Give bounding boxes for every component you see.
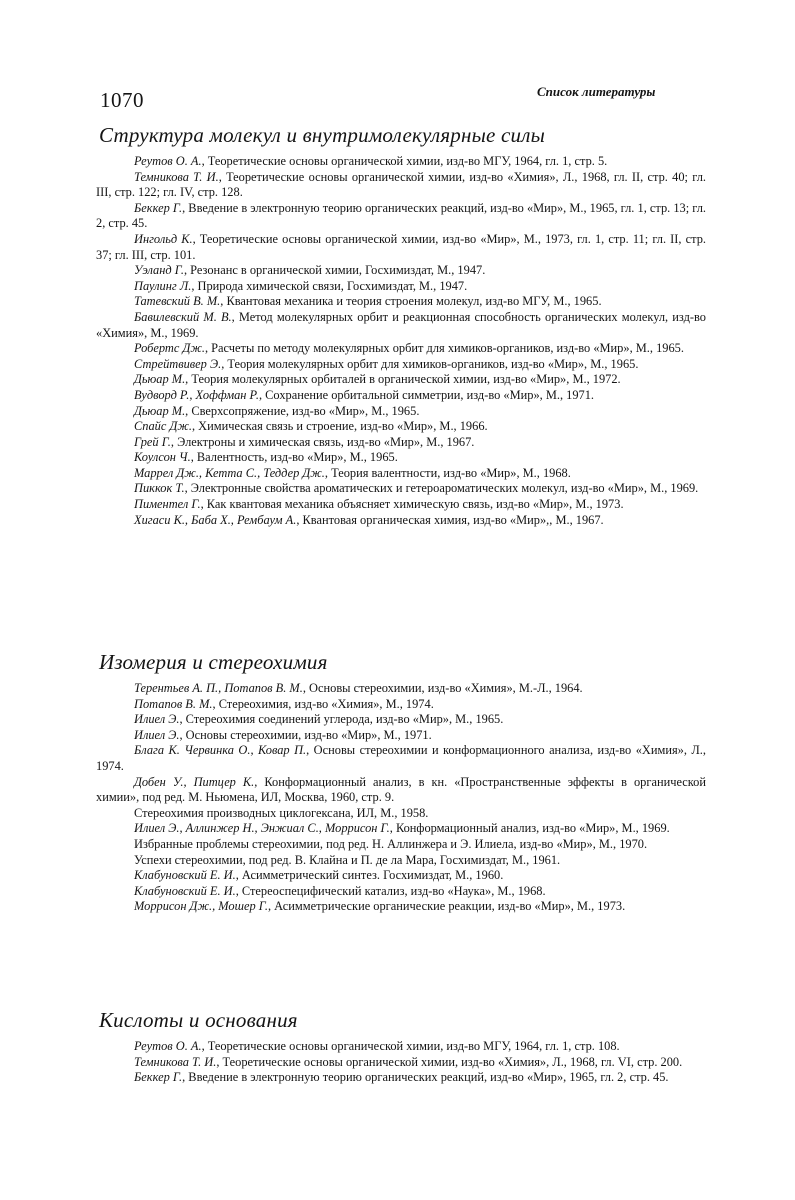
reference-text: , Сверхсопряжение, изд-во «Мир», М., 1965.: [185, 403, 420, 418]
reference-entry: [96, 170, 706, 201]
reference-entry: [96, 201, 706, 232]
section-structure: [96, 123, 706, 528]
reference-entry: [96, 681, 706, 697]
reference-text: , Теоретические основы органической химии, изд-во МГУ, 1964, гл. 1, стр. 5.: [201, 154, 608, 168]
reference-authors: Маррел Дж., Кетта С., Теддер Дж.: [134, 465, 325, 480]
reference-authors: Коулсон Ч.: [134, 450, 191, 465]
reference-entry: [96, 1039, 706, 1055]
reference-entry: [96, 728, 706, 744]
reference-text: , Основы стереохимии и конформационного анализа, изд-во «Химия», Л., 1974.: [96, 743, 706, 773]
reference-entry: [96, 388, 706, 404]
reference-list: [96, 154, 706, 528]
section-title: Структура молекул и внутримолекулярные силы: [99, 123, 546, 147]
reference-entry: [96, 435, 706, 451]
section-isomerism: [96, 650, 706, 915]
section-title: Изомерия и стереохимия: [99, 650, 328, 674]
reference-authors: Дьюар М.: [134, 372, 186, 387]
reference-entry: [96, 310, 706, 341]
section-title: Кислоты и основания: [99, 1008, 298, 1032]
reference-text: , Теоретические основы органической химии, изд-во «Мир», М., 1973, гл. 1, стр. 11; гл. II, стр. 37; гл. III, стр. 101.: [96, 231, 706, 262]
reference-entry: [96, 712, 706, 728]
reference-authors: Ингольд К.: [134, 231, 193, 246]
reference-text: , Введение в электронную теорию органических реакций, изд-во «Мир», М., 1965, гл. 1, стр. 13; гл. 2, стр. 45.: [96, 200, 707, 231]
reference-entry: [96, 1055, 706, 1071]
reference-entry: [96, 806, 706, 822]
reference-entry: [96, 868, 706, 884]
reference-text: , Природа химической связи, Госхимиздат, М., 1947.: [191, 278, 468, 293]
section-acids-bases: [96, 1008, 706, 1086]
reference-authors: Реутов О. А.: [134, 1039, 202, 1053]
reference-text: , Химическая связь и строение, изд-во «Мир», М., 1966.: [191, 419, 488, 434]
reference-authors: Вудворд Р., Хоффман Р.: [134, 387, 259, 402]
reference-text: , Конформационный анализ, в кн. «Пространственные эффекты в органической химии», под ред. М. Ньюмена, ИЛ, Москва, 1960, стр. 9.: [96, 774, 706, 805]
reference-entry: [96, 837, 706, 853]
reference-entry: [96, 1070, 706, 1086]
reference-entry: [96, 341, 706, 357]
reference-text: , Теория молекулярных орбиталей в органической химии, изд-во «Мир», М., 1972.: [185, 372, 621, 387]
reference-text: , Теоретические основы органической химии, изд-во «Химия», Л., 1968, гл. VI, стр. 200.: [216, 1054, 683, 1069]
reference-text: , Сохранение орбитальной симметрии, изд-во «Мир», М., 1971.: [258, 387, 595, 402]
reference-text: , Как квантовая механика объясняет химическую связь, изд-во «Мир», М., 1973.: [200, 497, 624, 512]
reference-entry: [96, 154, 706, 170]
reference-authors: Робертс Дж.: [134, 341, 205, 356]
reference-text: , Электронные свойства ароматических и гетероароматических молекул, изд-во «Мир», М., 1969.: [184, 481, 699, 496]
reference-text: , Стереохимия соединений углерода, изд-во «Мир», М., 1965.: [179, 712, 504, 727]
reference-authors: Блага К. Червинка О., Ковар П.: [134, 743, 307, 758]
reference-authors: Илиел Э.: [134, 727, 180, 742]
reference-text: , Основы стереохимии, изд-во «Мир», М., 1971.: [179, 727, 432, 742]
reference-entry: [96, 357, 706, 373]
reference-authors: Бавилевский М. В.: [134, 309, 232, 324]
reference-authors: Илиел Э.: [134, 712, 180, 727]
reference-entry: [96, 821, 706, 837]
reference-text: , Введение в электронную теорию органических реакций, изд-во «Мир», 1965, гл. 2, стр. 45.: [182, 1070, 669, 1085]
reference-text: Успехи стереохимии, под ред. В. Клайна и П. де ла Мара, Госхимиздат, М., 1961.: [134, 852, 561, 867]
reference-text: , Асимметрические органические реакции, изд-во «Мир», М., 1973.: [267, 899, 626, 914]
reference-entry: [96, 899, 706, 915]
reference-text: , Расчеты по методу молекулярных орбит для химиков-органиков, изд-во «Мир», М., 1965.: [204, 341, 684, 356]
reference-text: , Электроны и химическая связь, изд-во «Мир», М., 1967.: [170, 434, 475, 449]
reference-entry: [96, 294, 706, 310]
reference-authors: Хигаси К., Баба Х., Рембаум А.: [134, 512, 297, 527]
reference-authors: Потапов В. М.: [134, 696, 213, 711]
reference-authors: Беккер Г.: [134, 1070, 183, 1085]
reference-authors: Клабуновский Е. И.: [134, 883, 236, 898]
reference-text: , Теоретические основы органической химии, изд-во МГУ, 1964, гл. 1, стр. 108.: [201, 1039, 620, 1053]
reference-text: Избранные проблемы стереохимии, под ред. Н. Аллинжера и Э. Илиела, изд-во «Мир», М., 1970.: [134, 836, 648, 851]
reference-authors: Илиел Э., Аллинжер Н., Энжиал С., Моррисон Г.: [134, 821, 390, 836]
reference-entry: [96, 775, 706, 806]
reference-entry: [96, 697, 706, 713]
reference-authors: Пиментел Г.: [134, 497, 201, 512]
reference-list: [96, 681, 706, 915]
reference-text: , Квантовая органическая химия, изд-во «Мир»,, М., 1967.: [296, 512, 604, 527]
reference-entry: [96, 232, 706, 263]
reference-authors: Темникова Т. И.: [134, 1054, 217, 1069]
reference-list: [96, 1039, 706, 1086]
reference-entry: [96, 279, 706, 295]
reference-text: , Валентность, изд-во «Мир», М., 1965.: [190, 450, 398, 465]
reference-entry: [96, 404, 706, 420]
reference-text: , Асимметрический синтез. Госхимиздат, М., 1960.: [235, 868, 504, 883]
reference-entry: [96, 372, 706, 388]
reference-text: , Метод молекулярных орбит и реакционная способность органических молекул, изд-во «Химия», М., 1969.: [96, 309, 706, 340]
reference-authors: Клабуновский Е. И.: [134, 868, 236, 883]
reference-text: , Теория молекулярных орбит для химиков-органиков, изд-во «Мир», М., 1965.: [221, 356, 639, 371]
reference-authors: Беккер Г.: [134, 200, 183, 215]
reference-entry: [96, 481, 706, 497]
page-number: 1070: [100, 88, 144, 112]
reference-text: Стереохимия производных циклогексана, ИЛ, М., 1958.: [134, 805, 429, 820]
reference-entry: [96, 419, 706, 435]
reference-authors: Темникова Т. И.: [134, 169, 219, 184]
reference-authors: Паулинг Л.: [134, 278, 192, 293]
reference-entry: [96, 853, 706, 869]
reference-entry: [96, 263, 706, 279]
reference-authors: Дьюар М.: [134, 403, 186, 418]
reference-authors: Татевский В. М.: [134, 294, 221, 309]
running-title: Список литературы: [537, 84, 656, 99]
reference-text: , Резонанс в органической химии, Госхимиздат, М., 1947.: [183, 263, 486, 278]
reference-authors: Пиккок Т.: [134, 481, 185, 496]
reference-text: , Квантовая механика и теория строения молекул, изд-во МГУ, М., 1965.: [220, 294, 602, 309]
reference-authors: Моррисон Дж., Мошер Г.: [134, 899, 268, 914]
reference-entry: [96, 513, 706, 529]
reference-entry: [96, 743, 706, 774]
reference-text: , Стереоспецифический катализ, изд-во «Наука», М., 1968.: [235, 883, 546, 898]
reference-authors: Реутов О. А.: [134, 154, 202, 168]
reference-authors: Спайс Дж.: [134, 419, 192, 434]
reference-entry: [96, 450, 706, 466]
reference-entry: [96, 466, 706, 482]
reference-text: , Конформационный анализ, изд-во «Мир», М., 1969.: [389, 821, 670, 836]
reference-text: , Основы стереохимии, изд-во «Химия», М.-Л., 1964.: [302, 681, 583, 695]
reference-authors: Стрейтвивер Э.: [134, 356, 222, 371]
reference-entry: [96, 884, 706, 900]
reference-text: , Теоретические основы органической химии, изд-во «Химия», Л., 1968, гл. II, стр. 40; гл. III, стр. 122; гл. IV, стр. 128.: [96, 169, 707, 200]
reference-authors: Терентьев А. П., Потапов В. М.: [134, 681, 303, 695]
reference-authors: Уэланд Г.: [134, 263, 184, 278]
reference-entry: [96, 497, 706, 513]
reference-text: , Стереохимия, изд-во «Химия», М., 1974.: [212, 696, 434, 711]
reference-authors: Добен У., Питцер К.: [134, 774, 255, 789]
reference-text: , Теория валентности, изд-во «Мир», М., 1968.: [324, 465, 571, 480]
reference-authors: Грей Г.: [134, 434, 171, 449]
